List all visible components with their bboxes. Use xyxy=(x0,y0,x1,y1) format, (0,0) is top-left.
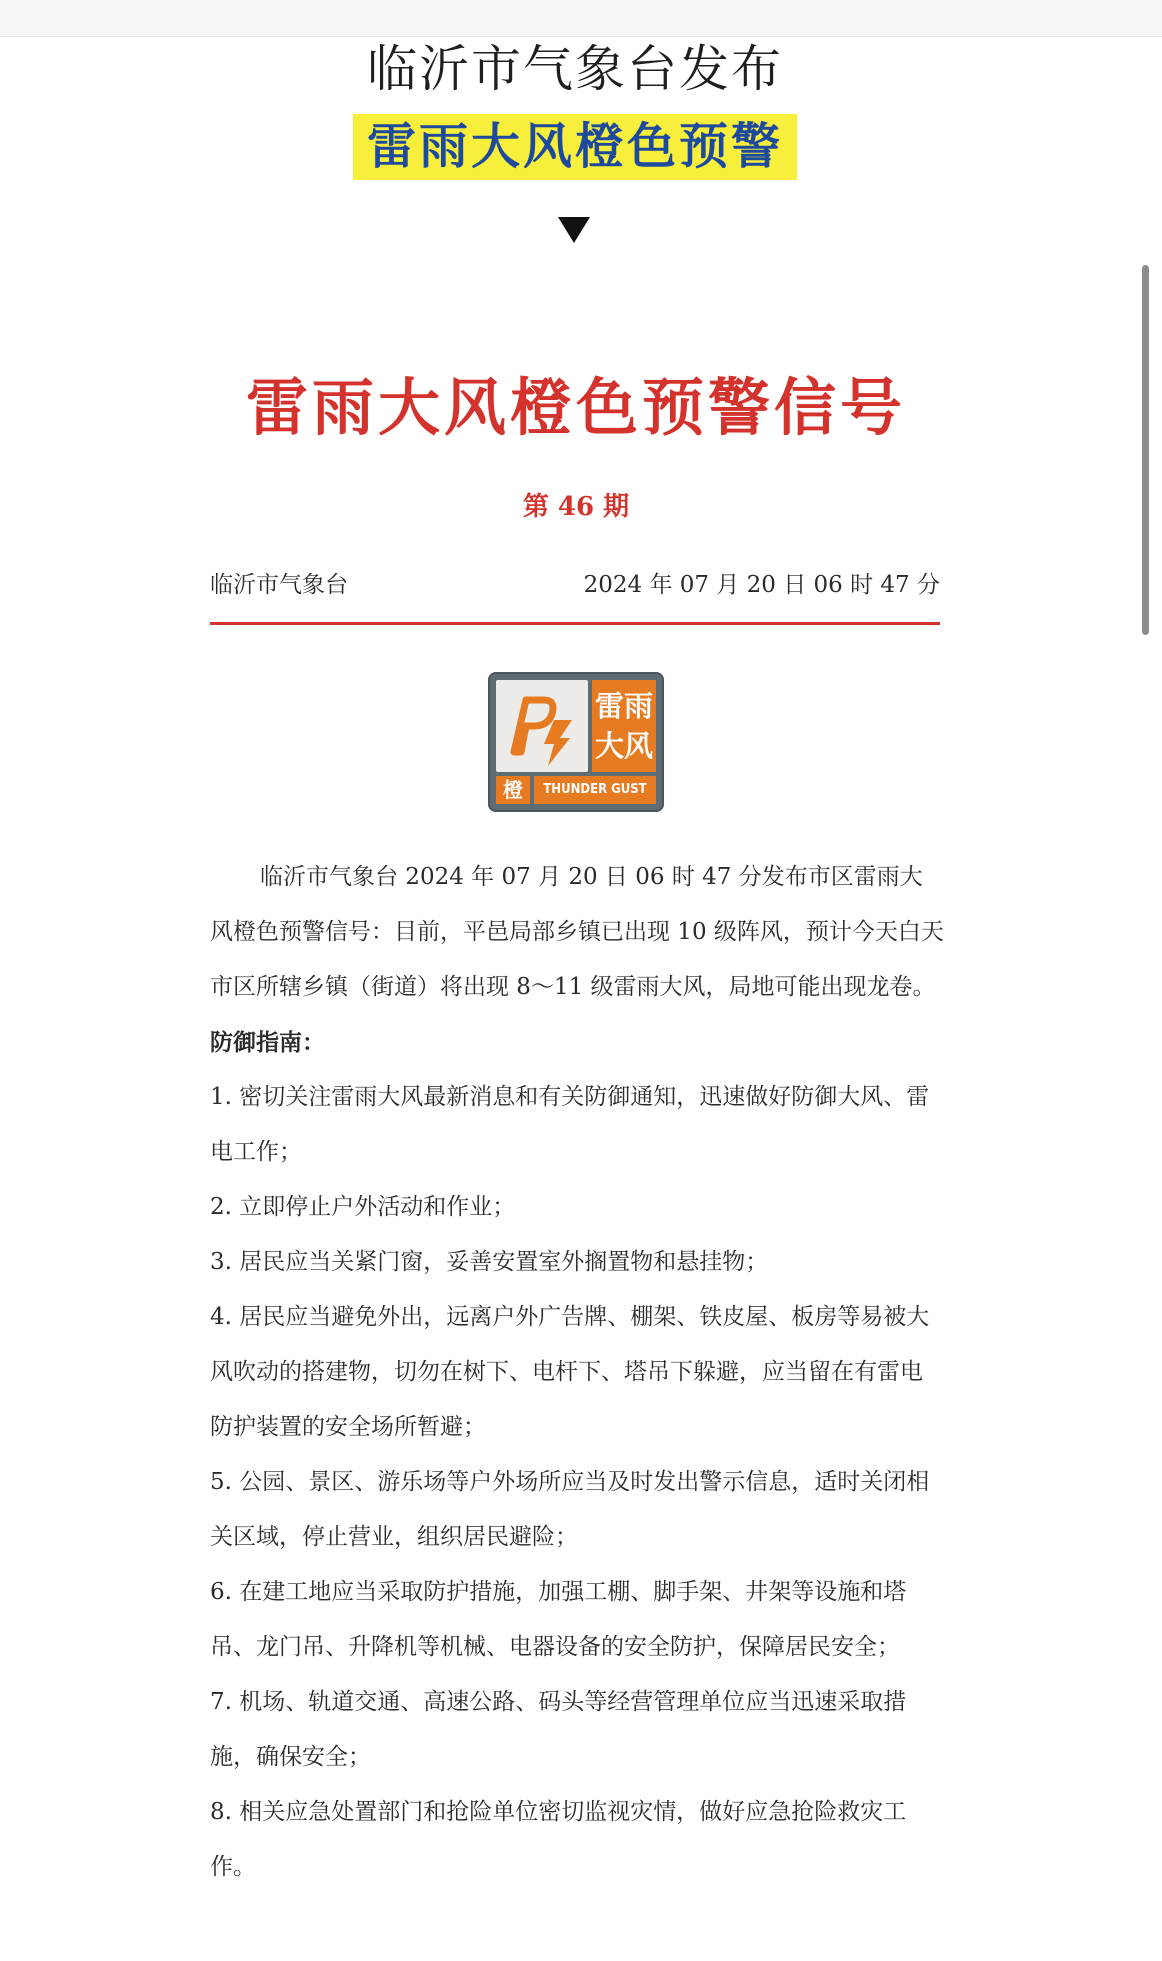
red-divider xyxy=(210,622,940,625)
down-arrow-icon xyxy=(558,217,590,243)
guide-item-4: 4. 居民应当避免外出，远离户外广告牌、棚架、铁皮屋、板房等易被大风吹动的搭建物，切勿在树下、电杆下、塔吊下躲避，应当留在有雷电防护装置的安全场所暂避； xyxy=(210,1304,930,1440)
warning-paragraph: 临沂市气象台 2024 年 07 月 20 日 06 时 47 分发布市区雷雨大风橙色预警信号：目前，平邑局部乡镇已出现 10 级阵风，预计今天白天市区所辖乡镇（街道）将出现 8～11 级雷雨大风，局地可能出现龙卷。 xyxy=(210,864,944,1000)
guide-item-7: 7. 机场、轨道交通、高速公路、码头等经营管理单位应当迅速采取措施，确保安全； xyxy=(210,1689,907,1770)
signal-level-label: 橙 xyxy=(496,776,530,804)
issuing-organization: 临沂市气象台 xyxy=(210,572,348,598)
defense-guide-heading: 防御指南： xyxy=(210,1029,325,1056)
guide-item-1: 1. 密切关注雷雨大风最新消息和有关防御通知，迅速做好防御大风、雷电工作； xyxy=(210,1084,930,1165)
guide-item-6: 6. 在建工地应当采取防护措施，加强工棚、脚手架、井架等设施和塔吊、龙门吊、升降机等机械、电器设备的安全防护，保障居民安全； xyxy=(210,1579,907,1660)
guide-item-3: 3. 居民应当关紧门窗，妥善安置室外搁置物和悬挂物； xyxy=(210,1249,769,1275)
document-title: 雷雨大风橙色预警信号 xyxy=(245,371,906,444)
signal-type-label xyxy=(592,680,656,772)
guide-item-8: 8. 相关应急处置部门和抢险单位密切监视灾情，做好应急抢险救灾工作。 xyxy=(210,1799,907,1880)
document-body xyxy=(210,850,945,1895)
document-issue-number: 第 46 期 xyxy=(522,492,630,522)
issue-time: 2024 年 07 月 20 日 06 时 47 分 xyxy=(583,572,940,598)
guide-item-2: 2. 立即停止户外活动和作业； xyxy=(210,1194,516,1220)
page-title: 临沂市气象台发布 xyxy=(367,40,783,98)
signal-english-label: THUNDER GUST xyxy=(534,776,656,804)
subtitle-wrapper xyxy=(0,114,1150,180)
highlighted-subtitle: 雷雨大风橙色预警 xyxy=(353,114,797,180)
guide-item-5: 5. 公园、景区、游乐场等户外场所应当及时发出警示信息，适时关闭相关区域，停止营业，组织居民避险； xyxy=(210,1469,930,1550)
scrollbar-thumb[interactable] xyxy=(1142,265,1149,635)
thunder-gust-orange-signal-icon xyxy=(488,672,664,812)
signal-type-line1: 雷雨 xyxy=(594,689,653,723)
lightning-wind-icon xyxy=(496,680,588,772)
top-bar xyxy=(0,0,1162,37)
signal-type-line2: 大风 xyxy=(594,729,653,763)
